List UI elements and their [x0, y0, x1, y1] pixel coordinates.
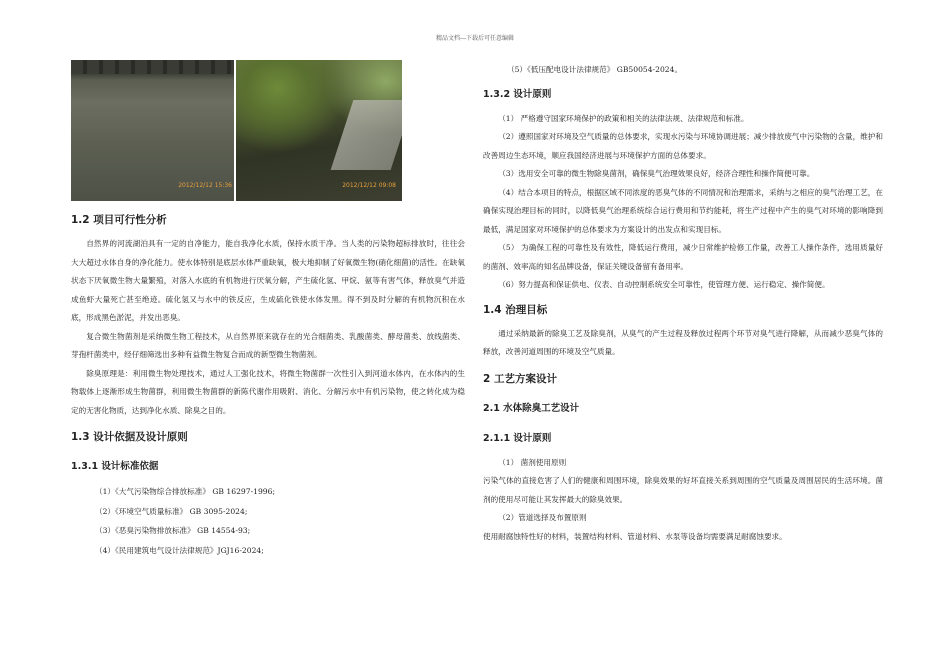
- page-header: 精品文档---下载后可任意编辑: [435, 35, 515, 42]
- section-heading-1-2: 1.2 项目可行性分析: [71, 214, 167, 226]
- photo-timestamp: 2012/12/12 09:08: [342, 182, 396, 189]
- section-heading-1-3-1: 1.3.1 设计标准依据: [71, 461, 159, 472]
- photo-strip: [71, 60, 465, 201]
- standard-item: （3）《恶臭污染物排放标准》 GB 14554-93;: [95, 526, 251, 535]
- principle-item: （3）选用安全可靠的微生物除臭菌剂，确保臭气治理效果良好，经济合理性和操作简便可靠。: [498, 169, 815, 178]
- sub-principle-title: （1） 菌剂使用原则: [498, 457, 567, 467]
- paragraph: 自然界的河流湖泊具有一定的自净能力，能自我净化水质，保持水质干净。当人类的污染物超标排放时，往往会大大超过水体自身的净化能力。使水体特别是底层水体严重缺氧，极大地抑制了好氧微生物(硝化细菌)的活性。在缺氧状态下厌氧微生物大量繁殖，对落入水底的有机物进行厌氧分解，产生硫化氢、甲烷、氨等有害气体，释放臭气并造成鱼虾大量死亡甚至绝迹。硫化氢又与水中的铁反应，生成硫化铁使水体发黑。得不到及时分解的有机物沉积在水底，形成黑色淤泥，并发出恶臭。: [71, 239, 465, 322]
- left-column: [71, 60, 465, 560]
- section-heading-1-3-2: 1.3.2 设计原则: [483, 88, 552, 100]
- principle-item: （4）结合本项目的特点，根据区域不同浓度的恶臭气体的不同情况和治理需求，采纳与之相应的臭气治理工艺，在确保实现治理目标的同时，以降低臭气治理系统综合运行费用和节约能耗，将生产过程中产生的臭气对环境的影响降到最低，满足国家对环境保护的总体要求为方案设计的出发点和实现目标。: [483, 187, 883, 234]
- paragraph: 污染气体的直接危害了人们的健康和周围环境，除臭效果的好坏直接关系到周围的空气质量及周围居民的生活环境。菌剂的使用尽可能让其发挥最大的除臭效果。: [483, 476, 883, 504]
- section-heading-1-4: 1.4 治理目标: [483, 303, 548, 316]
- river-photo-right: [236, 60, 402, 201]
- standard-item: （5）《低压配电设计法律规范》 GB50054-2024。: [507, 65, 683, 74]
- paragraph: 复合微生物菌剂是采纳微生物工程技术，从自然界原来就存在的光合细菌类、乳酸菌类、酵母菌类、放线菌类、芽孢杆菌类中，经仔细筛选出多种有益微生物复合而成的新型微生物菌剂。: [71, 331, 465, 359]
- principle-item: （6）努力提高和保证供电、仪表、自动控制系统安全可靠性，使管理方便、运行稳定、操作简便。: [498, 280, 830, 289]
- principle-item: （1） 严格遵守国家环境保护的政策和相关的法律法规、法律规范和标准。: [498, 113, 749, 123]
- section-heading-1-3: 1.3 设计依据及设计原则: [71, 431, 188, 443]
- principle-item: （2）遵照国家对环境及空气质量的总体要求，实现水污染与环境协调进展；减少排放废气中污染物的含量，维护和改善周边生态环境，顺应我国经济进展与环境保护方面的总体要求。: [483, 132, 883, 160]
- sub-principle-title: （2）管道选择及布置原则: [498, 513, 587, 522]
- standard-item: （4）《民用建筑电气设计法律规范》JGJ16-2024;: [95, 545, 264, 555]
- photo-timestamp: 2012/12/12 15:36: [178, 182, 232, 189]
- standard-item: （2）《环境空气质量标准》 GB 3095-2024;: [95, 506, 248, 516]
- paragraph: 除臭原理是：利用微生物处理技术，通过人工强化技术，将微生物菌群一次性引入到河道水体内，在水体内的生物载体上逐渐形成生物菌群，利用微生物菌群的新陈代谢作用吸附、消化、分解污水中有机污染物，使之转化成为稳定的无害化物质，达到净化水质、除臭之目的。: [71, 368, 465, 415]
- section-heading-2-1-1: 2.1.1 设计原则: [483, 432, 552, 444]
- principle-item: （5） 为确保工程的可靠性及有效性，降低运行费用，减少日常维护检修工作量，改善工人操作条件，选用质量好的菌剂、效率高的知名品牌设备，保证关键设备留有备用率。: [483, 243, 883, 271]
- right-column: [483, 60, 883, 546]
- paragraph: 通过采纳最新的除臭工艺及除臭剂，从臭气的产生过程及释放过程两个环节对臭气进行降解，从而减少恶臭气体的释放，改善河道周围的环境及空气质量。: [483, 328, 883, 356]
- section-heading-2: 2 工艺方案设计: [483, 372, 557, 385]
- standard-item: （1）《大气污染物综合排放标准》 GB 16297-1996;: [95, 487, 276, 496]
- section-heading-2-1: 2.1 水体除臭工艺设计: [483, 402, 580, 414]
- paragraph: 使用耐腐蚀特性好的材料，装置结构材料、管道材料、水泵等设备均需要满足耐腐蚀要求。: [483, 531, 787, 541]
- river-photo-left: [71, 60, 234, 201]
